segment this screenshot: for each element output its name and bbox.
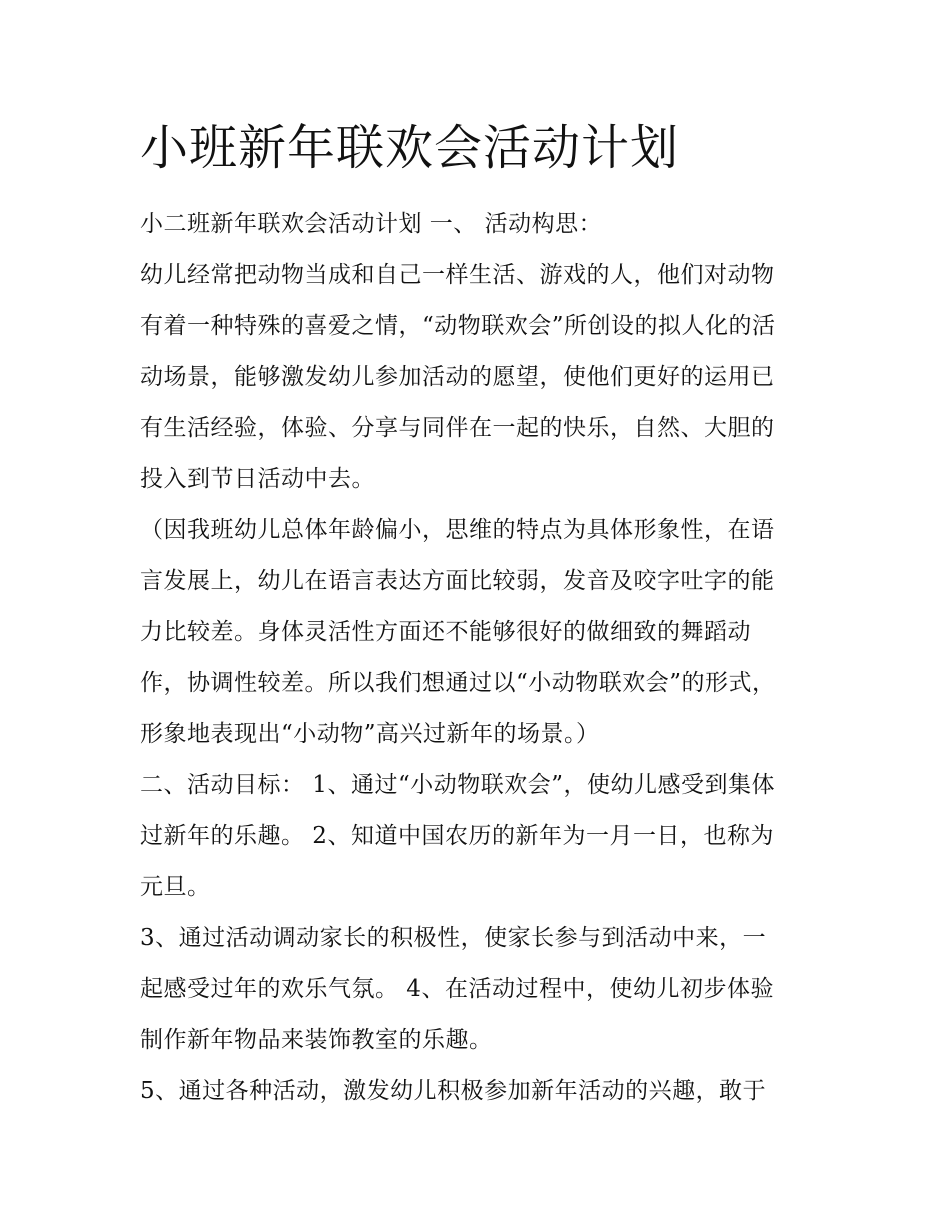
body-line: 3、通过活动调动家长的积极性，使家长参与到活动中来，一 [140,925,767,951]
body-line: 5、通过各种活动，激发幼儿积极参加新年活动的兴趣，敢于 [140,1078,767,1104]
body-line: 小二班新年联欢会活动计划 一、 活动构思： [140,211,603,237]
body-line: 有着一种特殊的喜爱之情，“动物联欢会”所创设的拟人化的活 [140,313,776,339]
body-line: 力比较差。身体灵活性方面还不能够很好的做细致的舞蹈动 [140,619,751,645]
body-line: 二、活动目标： 1、通过“小动物联欢会”，使幼儿感受到集体 [140,772,775,798]
body-line: 形象地表现出“小动物”高兴过新年的场景。） [140,721,600,747]
body-line: 投入到节日活动中去。 [140,466,375,492]
body-line: 幼儿经常把动物当成和自己一样生活、游戏的人，他们对动物 [140,262,775,288]
body-line: 起感受过年的欢乐气氛。 4、在活动过程中，使幼儿初步体验 [140,976,774,1002]
document-title: 小班新年联欢会活动计划 [140,120,680,176]
body-line: 言发展上，幼儿在语言表达方面比较弱，发音及咬字吐字的能 [140,568,775,594]
document-body [140,204,815,1122]
body-line: 动场景，能够激发幼儿参加活动的愿望，使他们更好的运用已 [140,364,775,390]
body-line: 作，协调性较差。所以我们想通过以“小动物联欢会”的形式， [140,670,776,696]
body-line: 制作新年物品来装饰教室的乐趣。 [140,1027,493,1053]
body-line: （因我班幼儿总体年龄偏小，思维的特点为具体形象性，在语 [140,517,775,543]
body-line: 过新年的乐趣。 2、知道中国农历的新年为一月一日，也称为 [140,823,774,849]
body-line: 元旦。 [140,874,211,900]
body-line: 有生活经验，体验、分享与同伴在一起的快乐，自然、大胆的 [140,415,775,441]
